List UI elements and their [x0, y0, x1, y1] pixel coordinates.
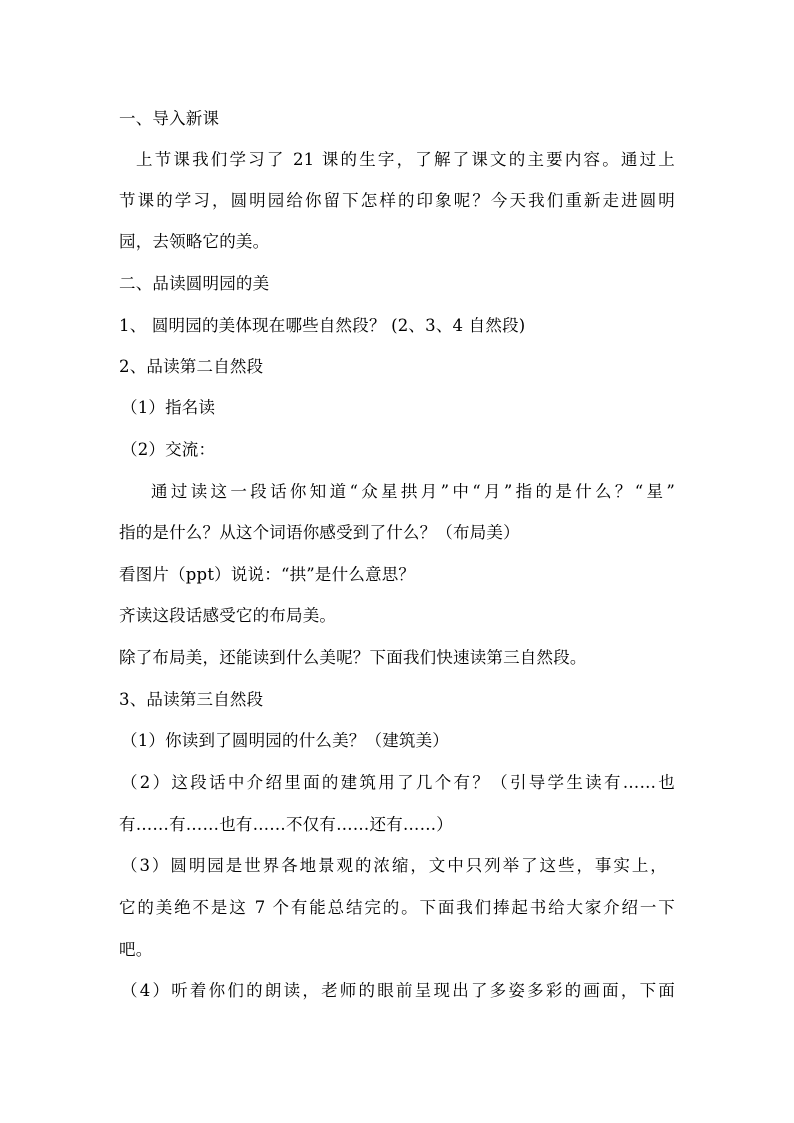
subsection-heading: 3、品读第三自然段 — [119, 690, 264, 709]
paragraph-line: 除了布局美，还能读到什么美呢？下面我们快速读第三自然段。 — [119, 648, 587, 667]
list-item: （2）交流： — [121, 440, 216, 459]
list-item: 1、 圆明园的美体现在哪些自然段？ (2、3、4 自然段) — [119, 316, 526, 335]
paragraph-line: 园，去领略它的美。 — [119, 232, 270, 251]
list-item: （1）指名读 — [121, 398, 216, 417]
list-item: （3）圆明园是世界各地景观的浓缩，文中只列举了这些，事实上， — [121, 856, 667, 875]
list-item: （2）这段话中介绍里面的建筑用了几个有？（引导学生读有……也 — [121, 773, 675, 792]
paragraph-line: 指的是什么？从这个词语你感受到了什么？（布局美） — [119, 523, 520, 542]
paragraph-line: 上节课我们学习了 21 课的生字，了解了课文的主要内容。通过上 — [136, 150, 675, 169]
paragraph-line: 它的美绝不是这 7 个有能总结完的。下面我们捧起书给大家介绍一下 — [119, 898, 675, 917]
list-item: （1）你读到了圆明园的什么美？（建筑美） — [121, 731, 449, 750]
subsection-heading: 2、品读第二自然段 — [119, 357, 264, 376]
paragraph-line: 有……有……也有……不仅有……还有……） — [119, 815, 453, 834]
list-item: （4）听着你们的朗读，老师的眼前呈现出了多姿多彩的画面，下面 — [121, 981, 675, 1000]
paragraph-line: 齐读这段话感受它的布局美。 — [119, 606, 337, 625]
section-heading-reading: 二、品读圆明园的美 — [119, 274, 270, 293]
paragraph-line: 吧。 — [119, 940, 153, 959]
paragraph-line: 节课的学习，圆明园给你留下怎样的印象呢？今天我们重新走进圆明 — [119, 191, 675, 210]
paragraph-line: 看图片（ppt）说说：“拱”是什么意思？ — [119, 565, 416, 584]
paragraph-line: 通过读这一段话你知道“众星拱月”中“月”指的是什么？“星” — [151, 482, 675, 501]
section-heading-intro: 一、导入新课 — [119, 109, 220, 128]
